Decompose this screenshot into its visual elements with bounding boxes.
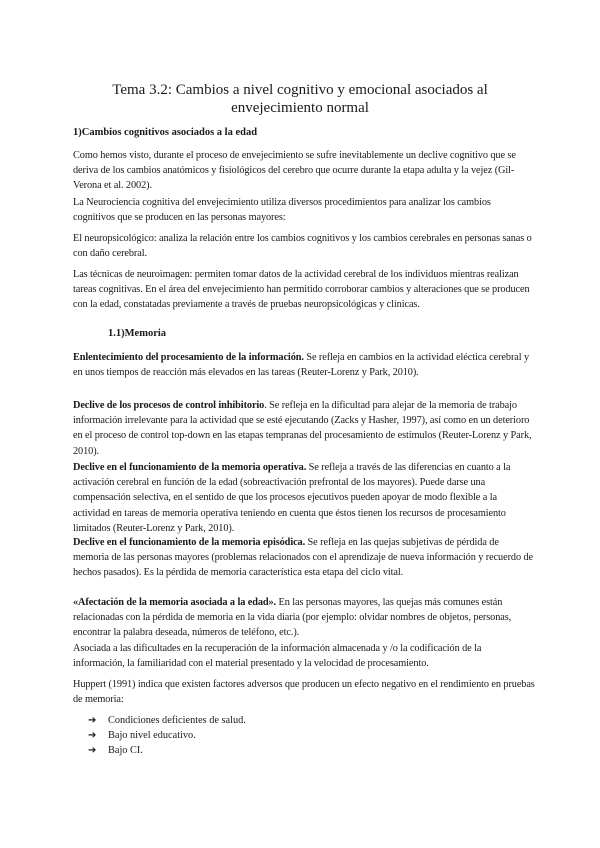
item-inhibitory-control-title: Declive de los procesos de control inhibitorio — [73, 400, 265, 411]
paragraph-retrieval-difficulties: Asociada a las dificultades en la recuperación de la información almacenada y /o la codificación de la información, la familiaridad con el material presentado y la velocidad de procesamiento. — [73, 643, 482, 670]
paragraph-huppert: Huppert (1991) indica que existen factores adversos que producen un efecto negativo en el rendimiento en pruebas de memoria: — [73, 679, 535, 706]
item-working-memory — [73, 460, 535, 536]
item-working-memory-title: Declive en el funcionamiento de la memoria operativa. — [73, 462, 307, 473]
item-age-memory-impairment — [73, 595, 535, 641]
item-episodic-memory-text: Se refleja en las quejas subjetivas de pérdida de memoria de las personas mayores (problemas relacionados con el aprendizaje de nueva información y recuerdo de hechos pasados). Es la pérdida de memoria característica esta etapa del ciclo vital. — [73, 537, 533, 579]
item-age-memory-impairment-title: «Afectación de la memoria asociada a la edad». — [73, 597, 277, 608]
item-inhibitory-control-text: . Se refleja en la dificultad para alejar de la memoria de trabajo información irrelevante para la actividad que se esté ejecutando (Zacks y Hasher, 1997), así como en un deterioro en el proceso de control top-down en las etapas tempranas del procesamiento de estímulos (Reuter-Lorenz y Park, 2010). — [73, 400, 532, 457]
item-processing-slowdown — [73, 350, 535, 380]
arrow-bullet-icon: ➔ — [88, 745, 97, 756]
paragraph-neuroimaging: Las técnicas de neuroimagen: permiten tomar datos de la actividad cerebral de los individuos mientras realizan tareas cognitivas. En el área del envejecimiento han permitido corroborar cambios y alteraciones que se producen con la edad, constatadas previamente a través de pruebas neuropsicológicas y clínicas. — [73, 269, 530, 311]
item-working-memory-text: Se refleja a través de las diferencias en cuanto a la activación cerebral en función de la edad (sobreactivación prefrontal de los mayores). Puede darse una compensación selectiva, en el sentido de que los procesos ejecutivos pueden apoyar de modo flexible a la actividad en tareas de memoria operativa teniendo en cuenta que éstos tienen los recursos de procesamiento limitados (Reuter-Lorenz y Park, 2010). — [73, 462, 511, 534]
paragraph-neuroscience: La Neurociencia cognitiva del envejecimiento utiliza diversos procedimientos para analizar los cambios cognitivos que se producen en las personas mayores: — [73, 197, 491, 224]
paragraph-intro: Como hemos visto, durante el proceso de envejecimiento se sufre inevitablemente un declive cognitivo que se deriva de los cambios anatómicos y fisiológicos del cerebro que ocurre durante la etapa adulta y la vejez (Gil-Verona et al. 2002). — [73, 150, 516, 192]
item-episodic-memory-title: Declive en el funcionamiento de la memoria episódica. — [73, 537, 306, 548]
arrow-bullet-icon: ➔ — [88, 730, 97, 741]
item-episodic-memory — [73, 535, 535, 581]
list-item-label: Bajo CI. — [108, 745, 143, 756]
item-inhibitory-control — [73, 398, 535, 459]
item-processing-slowdown-text: Se refleja en cambios en la actividad eléctica cerebral y en unos tiempos de reacción más elevados en las tareas (Reuter-Lorenz y Park, 2010). — [73, 352, 530, 379]
list-item-label: Condiciones deficientes de salud. — [108, 715, 246, 726]
page-title: Tema 3.2: Cambios a nivel cognitivo y emocional asociados al envejecimiento normal — [112, 82, 488, 116]
section-heading-cognitive-changes: 1)Cambios cognitivos asociados a la edad — [73, 127, 258, 138]
item-age-memory-impairment-text: En las personas mayores, las quejas más comunes están relacionadas con la pérdida de memoria en la vida diaria (por ejemplo: olvidar nombres de objetos, personas, encontrar la palabra deseada, números de teléfono, etc.). — [73, 597, 512, 639]
subsection-heading-memory: 1.1)Memoria — [108, 328, 167, 339]
list-item — [88, 713, 246, 728]
paragraph-neuropsychological: El neuropsicológico: analiza la relación entre los cambios cognitivos y los cambios cerebrales en personas sanas o con daño cerebral. — [73, 233, 532, 260]
list-item — [88, 728, 246, 743]
adverse-factors-list — [88, 713, 246, 758]
list-item — [88, 743, 246, 758]
list-item-label: Bajo nivel educativo. — [108, 730, 196, 741]
item-processing-slowdown-title: Enlentecimiento del procesamiento de la información. — [73, 352, 304, 363]
arrow-bullet-icon: ➔ — [88, 715, 97, 726]
